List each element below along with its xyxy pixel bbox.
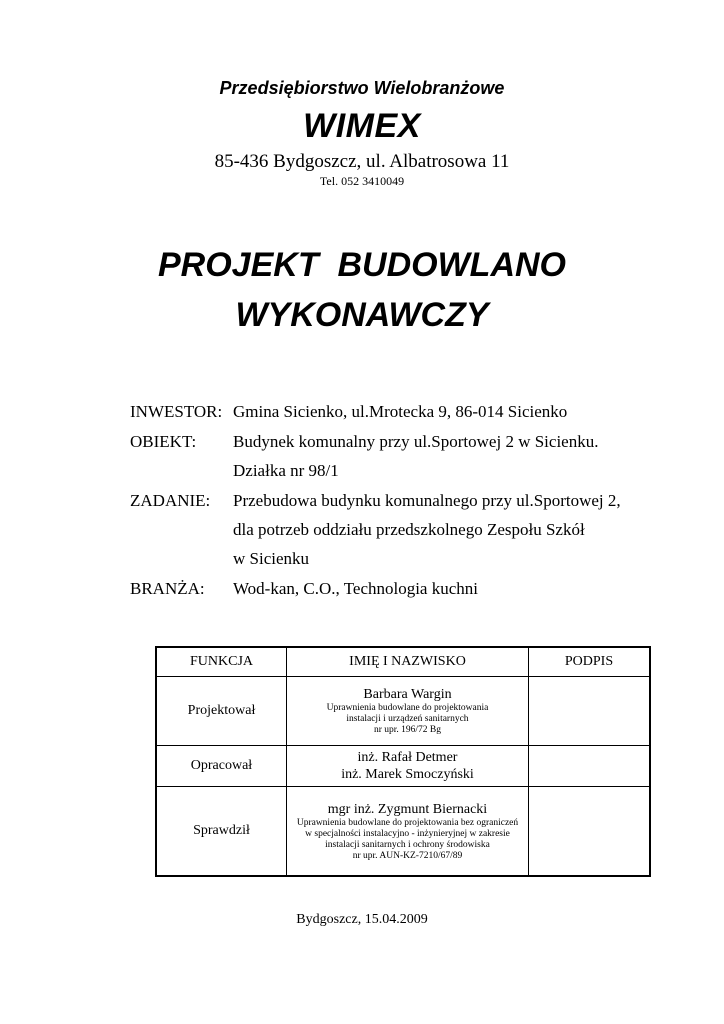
name-cell — [287, 787, 529, 877]
qualification-note: nr upr. 196/72 Bg — [373, 725, 442, 735]
qualification-note: Uprawnienia budowlane do projektowania — [326, 703, 489, 713]
investor-label: INWESTOR: — [130, 402, 223, 421]
table-row — [156, 746, 650, 787]
qualification-note: nr upr. AUN-KZ-7210/67/89 — [352, 850, 463, 861]
person-name: Barbara Wargin — [363, 687, 452, 702]
person-name: inż. Marek Smoczyński — [341, 767, 474, 782]
qualification-note: instalacji sanitarnych i ochrony środowiska — [325, 839, 490, 850]
qualification-note: instalacji i urządzeń sanitarnych — [346, 714, 469, 724]
table-header-row — [156, 647, 650, 677]
qualification-note: w specjalności instalacyjno - inżynieryjnej w zakresie — [305, 828, 510, 839]
header-function: FUNKCJA — [156, 647, 287, 677]
table-row — [156, 787, 650, 877]
person-name: mgr inż. Zygmunt Biernacki — [327, 801, 488, 817]
name-cell — [287, 746, 529, 787]
document-title-line2: WYKONAWCZY — [235, 296, 489, 334]
task-value-line1: Przebudowa budynku komunalnego przy ul.Sportowej 2, — [233, 491, 621, 510]
document-title-line1: PROJEKT BUDOWLANO — [158, 246, 566, 284]
task-value-line2: dla potrzeb oddziału przedszkolnego Zespołu Szkół — [233, 520, 585, 539]
qualification-note: Uprawnienia budowlane do projektowania bez ograniczeń — [296, 817, 519, 828]
header-name: IMIĘ I NAZWISKO — [287, 647, 529, 677]
role-cell: Sprawdził — [156, 787, 287, 877]
object-value-line1: Budynek komunalny przy ul.Sportowej 2 w Sicienku. — [233, 432, 599, 451]
object-value-line2: Działka nr 98/1 — [233, 461, 339, 480]
branch-label: BRANŻA: — [130, 579, 205, 598]
signature-cell — [529, 787, 651, 877]
company-address: 85-436 Bydgoszcz, ul. Albatrosowa 11 — [214, 151, 510, 172]
branch-value: Wod-kan, C.O., Technologia kuchni — [233, 579, 478, 598]
signature-table — [155, 646, 651, 877]
task-value-line3: w Sicienku — [233, 549, 310, 568]
name-cell — [287, 677, 529, 746]
object-label: OBIEKT: — [130, 432, 197, 451]
investor-value: Gmina Sicienko, ul.Mrotecka 9, 86-014 Sicienko — [233, 402, 568, 421]
signature-cell — [529, 677, 651, 746]
task-label: ZADANIE: — [130, 491, 211, 510]
signature-cell — [529, 746, 651, 787]
role-cell: Projektował — [156, 677, 287, 746]
table-row — [156, 677, 650, 746]
person-name: inż. Rafał Detmer — [357, 750, 458, 765]
company-type: Przedsiębiorstwo Wielobranżowe — [219, 78, 505, 98]
role-cell: Opracował — [156, 746, 287, 787]
place-date: Bydgoszcz, 15.04.2009 — [296, 912, 428, 927]
company-phone: Tel. 052 3410049 — [319, 174, 405, 188]
header-signature: PODPIS — [529, 647, 651, 677]
company-name: WIMEX — [303, 107, 421, 145]
